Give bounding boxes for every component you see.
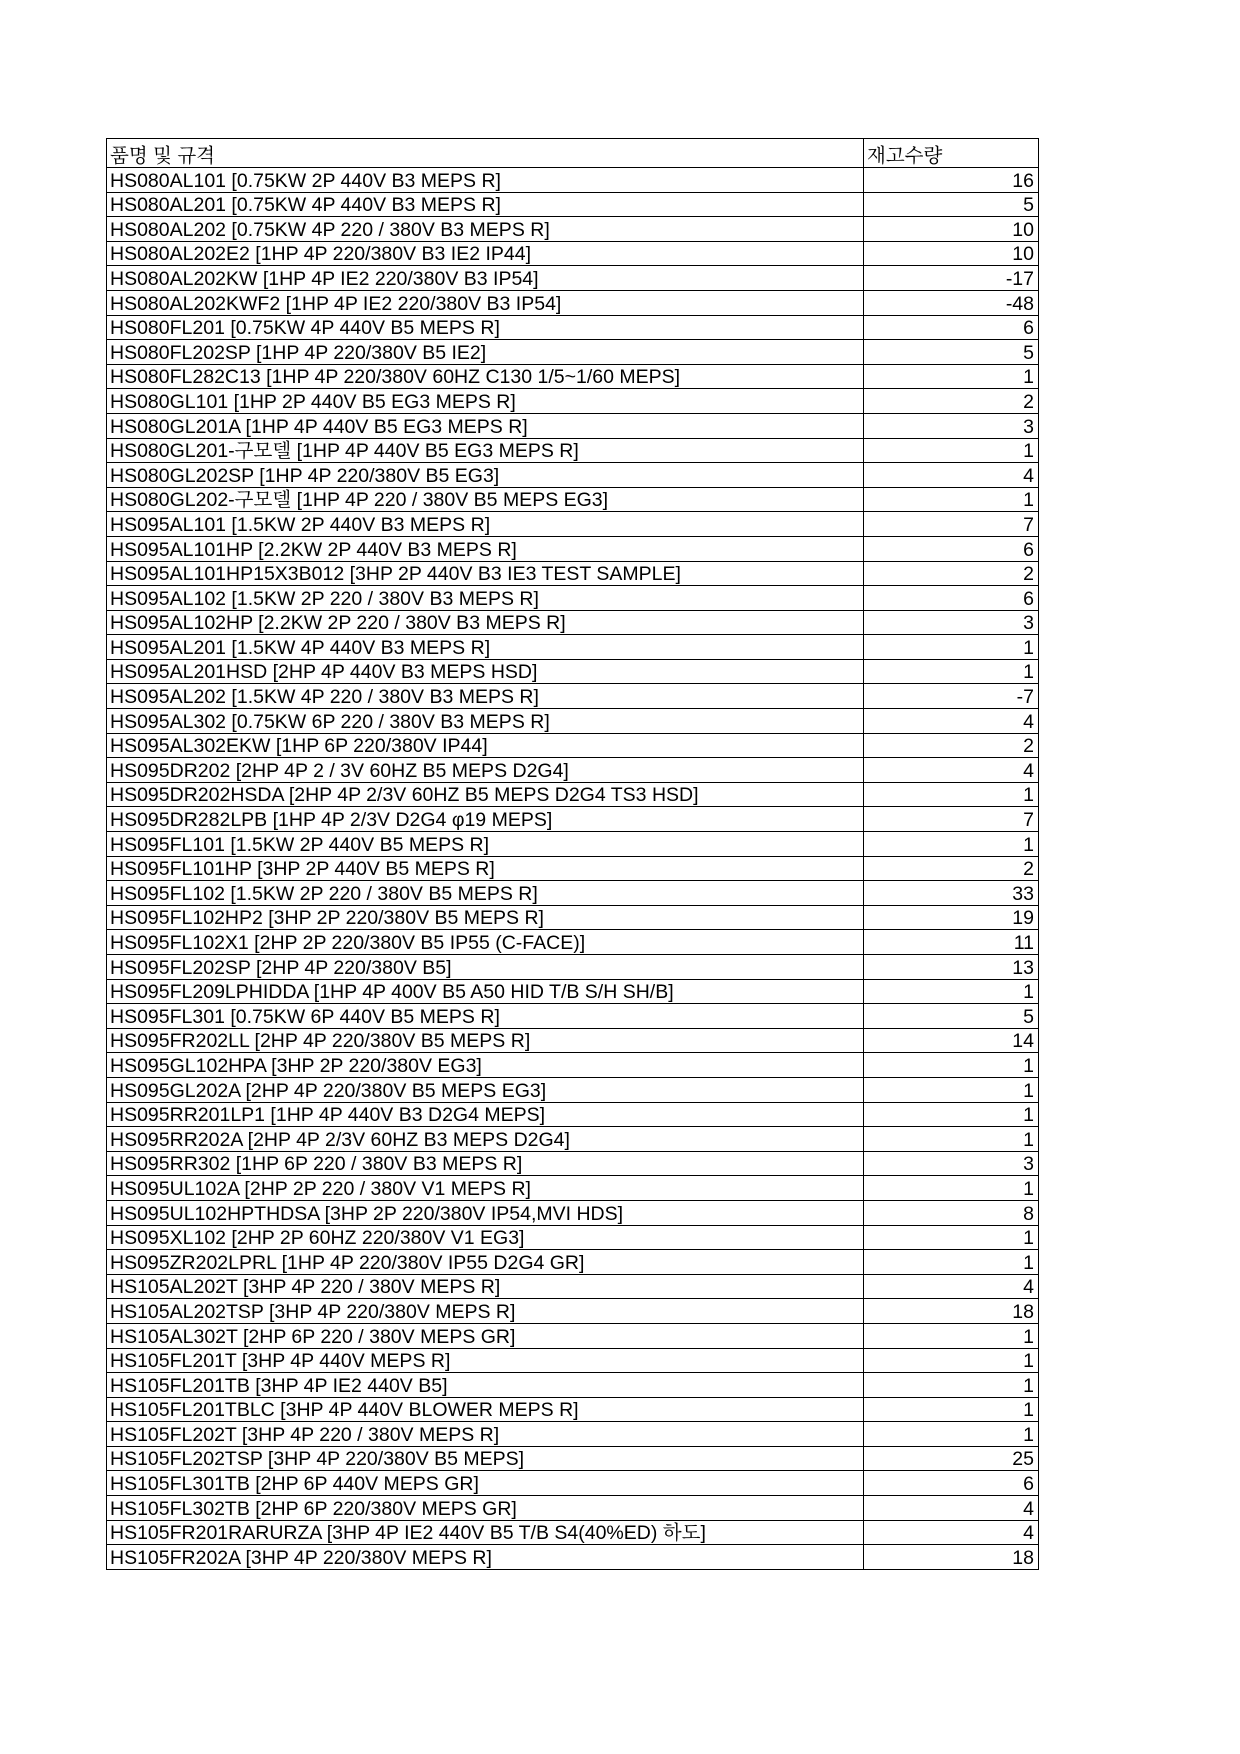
stock-quantity-cell: 1 — [864, 1373, 1039, 1398]
product-spec-cell: HS080GL202SP [1HP 4P 220/380V B5 EG3] — [107, 463, 864, 488]
stock-quantity-cell: 1 — [864, 1053, 1039, 1078]
product-spec-cell: HS095DR202HSDA [2HP 4P 2/3V 60HZ B5 MEPS D2G4 TS3 HSD] — [107, 782, 864, 807]
table-row — [107, 1250, 1039, 1275]
table-row — [107, 955, 1039, 980]
table-row — [107, 1520, 1039, 1545]
stock-quantity-cell: 18 — [864, 1299, 1039, 1324]
table-row — [107, 389, 1039, 414]
table-row — [107, 856, 1039, 881]
product-spec-cell: HS095DR282LPB [1HP 4P 2/3V D2G4 φ19 MEPS] — [107, 807, 864, 832]
table-row — [107, 930, 1039, 955]
product-spec-cell: HS080AL202E2 [1HP 4P 220/380V B3 IE2 IP44] — [107, 241, 864, 266]
stock-quantity-cell: 4 — [864, 1274, 1039, 1299]
stock-quantity-cell: 1 — [864, 832, 1039, 857]
product-spec-cell: HS095RR202A [2HP 4P 2/3V 60HZ B3 MEPS D2G4] — [107, 1127, 864, 1152]
table-row — [107, 758, 1039, 783]
product-spec-cell: HS095GL202A [2HP 4P 220/380V B5 MEPS EG3] — [107, 1077, 864, 1102]
stock-quantity-cell: 4 — [864, 709, 1039, 734]
product-spec-cell: HS105FR201RARURZA [3HP 4P IE2 440V B5 T/B S4(40%ED) 하도] — [107, 1520, 864, 1545]
stock-quantity-cell: 1 — [864, 979, 1039, 1004]
product-spec-cell: HS080FL201 [0.75KW 4P 440V B5 MEPS R] — [107, 315, 864, 340]
product-spec-cell: HS080AL201 [0.75KW 4P 440V B3 MEPS R] — [107, 192, 864, 217]
table-row — [107, 1397, 1039, 1422]
product-spec-cell: HS095FR202LL [2HP 4P 220/380V B5 MEPS R] — [107, 1028, 864, 1053]
stock-quantity-cell: 4 — [864, 758, 1039, 783]
stock-quantity-cell: 1 — [864, 1397, 1039, 1422]
stock-quantity-cell: 1 — [864, 1225, 1039, 1250]
product-spec-cell: HS080GL202-구모델 [1HP 4P 220 / 380V B5 MEPS EG3] — [107, 487, 864, 512]
table-row — [107, 241, 1039, 266]
product-spec-cell: HS095AL201 [1.5KW 4P 440V B3 MEPS R] — [107, 635, 864, 660]
product-spec-cell: HS105FL301TB [2HP 6P 440V MEPS GR] — [107, 1471, 864, 1496]
table-row — [107, 782, 1039, 807]
stock-quantity-cell: -48 — [864, 290, 1039, 315]
stock-quantity-cell: 7 — [864, 512, 1039, 537]
product-spec-cell: HS095AL202 [1.5KW 4P 220 / 380V B3 MEPS R] — [107, 684, 864, 709]
stock-quantity-cell: 8 — [864, 1200, 1039, 1225]
product-spec-cell: HS105AL302T [2HP 6P 220 / 380V MEPS GR] — [107, 1323, 864, 1348]
table-row — [107, 659, 1039, 684]
product-spec-cell: HS095GL102HPA [3HP 2P 220/380V EG3] — [107, 1053, 864, 1078]
product-spec-cell: HS095FL102 [1.5KW 2P 220 / 380V B5 MEPS R] — [107, 881, 864, 906]
product-spec-cell: HS105FL202TSP [3HP 4P 220/380V B5 MEPS] — [107, 1446, 864, 1471]
stock-quantity-cell: -7 — [864, 684, 1039, 709]
table-row — [107, 413, 1039, 438]
table-row — [107, 1102, 1039, 1127]
table-row — [107, 1471, 1039, 1496]
table-row — [107, 438, 1039, 463]
table-row — [107, 1200, 1039, 1225]
table-row — [107, 684, 1039, 709]
stock-quantity-cell: 5 — [864, 1004, 1039, 1029]
stock-quantity-cell: 18 — [864, 1545, 1039, 1570]
stock-quantity-cell: 3 — [864, 1151, 1039, 1176]
table-row — [107, 610, 1039, 635]
product-spec-cell: HS095AL302 [0.75KW 6P 220 / 380V B3 MEPS R] — [107, 709, 864, 734]
stock-quantity-cell: 1 — [864, 782, 1039, 807]
product-spec-cell: HS095FL301 [0.75KW 6P 440V B5 MEPS R] — [107, 1004, 864, 1029]
stock-quantity-cell: 11 — [864, 930, 1039, 955]
product-spec-cell: HS095AL101HP15X3B012 [3HP 2P 440V B3 IE3 TEST SAMPLE] — [107, 561, 864, 586]
inventory-table — [106, 138, 1039, 1570]
product-spec-cell: HS095FL102X1 [2HP 2P 220/380V B5 IP55 (C-FACE)] — [107, 930, 864, 955]
product-spec-cell: HS105FL201T [3HP 4P 440V MEPS R] — [107, 1348, 864, 1373]
table-body — [107, 168, 1039, 1570]
table-row — [107, 487, 1039, 512]
product-spec-cell: HS080AL202KW [1HP 4P IE2 220/380V B3 IP54] — [107, 266, 864, 291]
table-row — [107, 340, 1039, 365]
stock-quantity-cell: 1 — [864, 1127, 1039, 1152]
product-spec-cell: HS095AL302EKW [1HP 6P 220/380V IP44] — [107, 733, 864, 758]
header-row — [107, 139, 1039, 168]
stock-quantity-cell: -17 — [864, 266, 1039, 291]
stock-quantity-cell: 6 — [864, 1471, 1039, 1496]
product-spec-cell: HS095ZR202LPRL [1HP 4P 220/380V IP55 D2G4 GR] — [107, 1250, 864, 1275]
table-row — [107, 807, 1039, 832]
product-spec-cell: HS095UL102HPTHDSA [3HP 2P 220/380V IP54,MVI HDS] — [107, 1200, 864, 1225]
table-row — [107, 1373, 1039, 1398]
product-spec-cell: HS105FL202T [3HP 4P 220 / 380V MEPS R] — [107, 1422, 864, 1447]
product-spec-cell: HS095RR302 [1HP 6P 220 / 380V B3 MEPS R] — [107, 1151, 864, 1176]
table-row — [107, 1274, 1039, 1299]
stock-quantity-cell: 13 — [864, 955, 1039, 980]
product-spec-cell: HS080AL101 [0.75KW 2P 440V B3 MEPS R] — [107, 168, 864, 193]
table-row — [107, 536, 1039, 561]
product-spec-cell: HS105FL302TB [2HP 6P 220/380V MEPS GR] — [107, 1496, 864, 1521]
stock-quantity-cell: 4 — [864, 463, 1039, 488]
product-spec-cell: HS095AL102 [1.5KW 2P 220 / 380V B3 MEPS R] — [107, 586, 864, 611]
stock-quantity-cell: 5 — [864, 340, 1039, 365]
stock-quantity-cell: 4 — [864, 1496, 1039, 1521]
stock-quantity-cell: 1 — [864, 1077, 1039, 1102]
stock-quantity-cell: 14 — [864, 1028, 1039, 1053]
table-row — [107, 168, 1039, 193]
product-spec-cell: HS080AL202KWF2 [1HP 4P IE2 220/380V B3 IP54] — [107, 290, 864, 315]
stock-quantity-cell: 1 — [864, 635, 1039, 660]
stock-quantity-cell: 6 — [864, 586, 1039, 611]
table-row — [107, 290, 1039, 315]
table-row — [107, 1151, 1039, 1176]
product-spec-cell: HS095AL101HP [2.2KW 2P 440V B3 MEPS R] — [107, 536, 864, 561]
table-row — [107, 1127, 1039, 1152]
stock-quantity-cell: 6 — [864, 315, 1039, 340]
stock-quantity-cell: 16 — [864, 168, 1039, 193]
table-row — [107, 635, 1039, 660]
table-row — [107, 1323, 1039, 1348]
table-row — [107, 881, 1039, 906]
stock-quantity-cell: 25 — [864, 1446, 1039, 1471]
stock-quantity-cell: 6 — [864, 536, 1039, 561]
table-row — [107, 1496, 1039, 1521]
stock-quantity-cell: 1 — [864, 1323, 1039, 1348]
product-spec-cell: HS095FL101HP [3HP 2P 440V B5 MEPS R] — [107, 856, 864, 881]
product-spec-cell: HS095FL209LPHIDDA [1HP 4P 400V B5 A50 HID T/B S/H SH/B] — [107, 979, 864, 1004]
stock-quantity-cell: 19 — [864, 905, 1039, 930]
product-spec-cell: HS095UL102A [2HP 2P 220 / 380V V1 MEPS R] — [107, 1176, 864, 1201]
table-row — [107, 1299, 1039, 1324]
table-row — [107, 192, 1039, 217]
table-row — [107, 266, 1039, 291]
table-row — [107, 364, 1039, 389]
table-row — [107, 1053, 1039, 1078]
product-spec-cell: HS080GL201A [1HP 4P 440V B5 EG3 MEPS R] — [107, 413, 864, 438]
product-spec-cell: HS095DR202 [2HP 4P 2 / 3V 60HZ B5 MEPS D2G4] — [107, 758, 864, 783]
stock-quantity-cell: 1 — [864, 659, 1039, 684]
table-row — [107, 561, 1039, 586]
product-spec-cell: HS105AL202TSP [3HP 4P 220/380V MEPS R] — [107, 1299, 864, 1324]
product-spec-cell: HS080AL202 [0.75KW 4P 220 / 380V B3 MEPS R] — [107, 217, 864, 242]
stock-quantity-cell: 2 — [864, 389, 1039, 414]
product-spec-cell: HS105FL201TB [3HP 4P IE2 440V B5] — [107, 1373, 864, 1398]
table-row — [107, 1225, 1039, 1250]
header-stock-quantity: 재고수량 — [864, 139, 1039, 168]
stock-quantity-cell: 3 — [864, 413, 1039, 438]
table-row — [107, 832, 1039, 857]
stock-quantity-cell: 1 — [864, 1250, 1039, 1275]
product-spec-cell: HS080GL101 [1HP 2P 440V B5 EG3 MEPS R] — [107, 389, 864, 414]
stock-quantity-cell: 3 — [864, 610, 1039, 635]
inventory-sheet — [106, 138, 1038, 1570]
product-spec-cell: HS080FL282C13 [1HP 4P 220/380V 60HZ C130 1/5~1/60 MEPS] — [107, 364, 864, 389]
table-row — [107, 1077, 1039, 1102]
stock-quantity-cell: 1 — [864, 1422, 1039, 1447]
header-product-name: 품명 및 규격 — [107, 139, 864, 168]
table-row — [107, 217, 1039, 242]
stock-quantity-cell: 1 — [864, 1102, 1039, 1127]
stock-quantity-cell: 33 — [864, 881, 1039, 906]
product-spec-cell: HS095XL102 [2HP 2P 60HZ 220/380V V1 EG3] — [107, 1225, 864, 1250]
product-spec-cell: HS095FL202SP [2HP 4P 220/380V B5] — [107, 955, 864, 980]
product-spec-cell: HS105AL202T [3HP 4P 220 / 380V MEPS R] — [107, 1274, 864, 1299]
stock-quantity-cell: 1 — [864, 438, 1039, 463]
table-row — [107, 905, 1039, 930]
table-row — [107, 1004, 1039, 1029]
table-row — [107, 979, 1039, 1004]
product-spec-cell: HS095AL101 [1.5KW 2P 440V B3 MEPS R] — [107, 512, 864, 537]
table-row — [107, 1176, 1039, 1201]
stock-quantity-cell: 1 — [864, 364, 1039, 389]
product-spec-cell: HS105FL201TBLC [3HP 4P 440V BLOWER MEPS R] — [107, 1397, 864, 1422]
product-spec-cell: HS095FL102HP2 [3HP 2P 220/380V B5 MEPS R] — [107, 905, 864, 930]
product-spec-cell: HS095RR201LP1 [1HP 4P 440V B3 D2G4 MEPS] — [107, 1102, 864, 1127]
product-spec-cell: HS095AL201HSD [2HP 4P 440V B3 MEPS HSD] — [107, 659, 864, 684]
stock-quantity-cell: 2 — [864, 561, 1039, 586]
product-spec-cell: HS080GL201-구모델 [1HP 4P 440V B5 EG3 MEPS R] — [107, 438, 864, 463]
product-spec-cell: HS095AL102HP [2.2KW 2P 220 / 380V B3 MEPS R] — [107, 610, 864, 635]
product-spec-cell: HS095FL101 [1.5KW 2P 440V B5 MEPS R] — [107, 832, 864, 857]
product-spec-cell: HS105FR202A [3HP 4P 220/380V MEPS R] — [107, 1545, 864, 1570]
table-row — [107, 512, 1039, 537]
table-row — [107, 709, 1039, 734]
stock-quantity-cell: 10 — [864, 217, 1039, 242]
stock-quantity-cell: 10 — [864, 241, 1039, 266]
table-row — [107, 1446, 1039, 1471]
table-row — [107, 315, 1039, 340]
stock-quantity-cell: 2 — [864, 856, 1039, 881]
stock-quantity-cell: 1 — [864, 1348, 1039, 1373]
stock-quantity-cell: 1 — [864, 487, 1039, 512]
table-row — [107, 733, 1039, 758]
stock-quantity-cell: 2 — [864, 733, 1039, 758]
table-row — [107, 1545, 1039, 1570]
stock-quantity-cell: 1 — [864, 1176, 1039, 1201]
table-row — [107, 1422, 1039, 1447]
product-spec-cell: HS080FL202SP [1HP 4P 220/380V B5 IE2] — [107, 340, 864, 365]
table-row — [107, 463, 1039, 488]
table-row — [107, 1028, 1039, 1053]
table-row — [107, 1348, 1039, 1373]
table-row — [107, 586, 1039, 611]
stock-quantity-cell: 5 — [864, 192, 1039, 217]
stock-quantity-cell: 7 — [864, 807, 1039, 832]
stock-quantity-cell: 4 — [864, 1520, 1039, 1545]
